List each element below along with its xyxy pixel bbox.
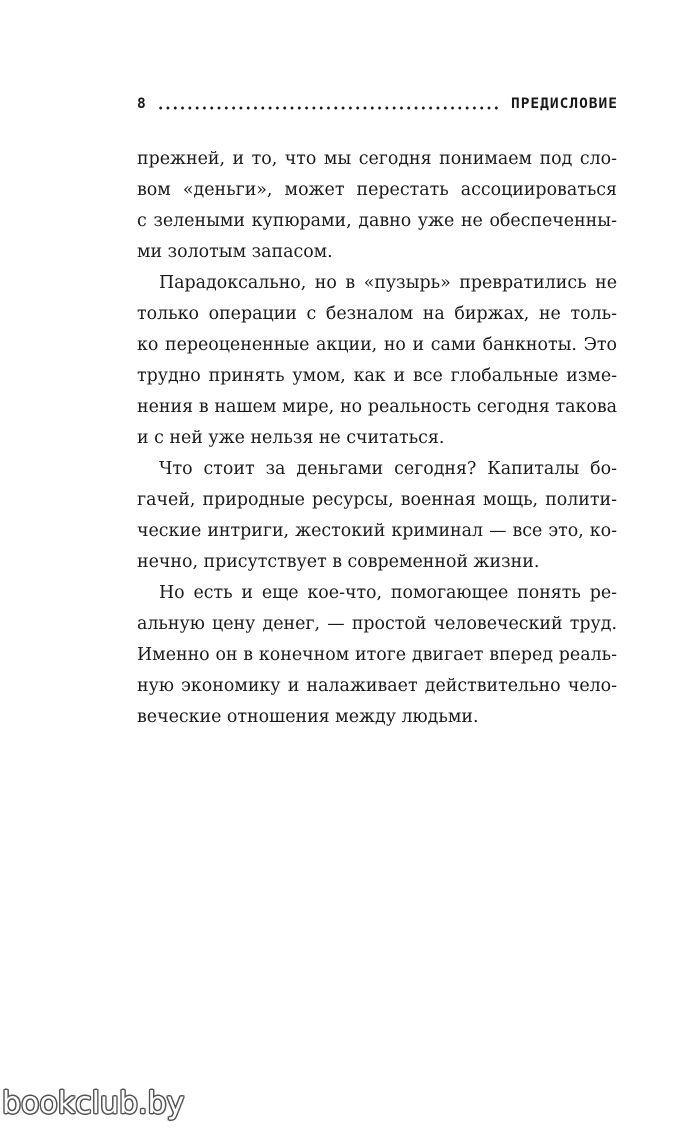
text-line: трудно принять умом, как и все глобальные изме- (137, 366, 617, 386)
section-title: ПРЕДИСЛОВИЕ (510, 96, 618, 112)
text-line: Но есть и еще кое-что, помогающее понять ре- (159, 583, 617, 603)
body-text (137, 144, 617, 733)
text-line: Что стоит за деньгами сегодня? Капиталы бо- (159, 459, 617, 479)
paragraph (137, 578, 617, 733)
text-line: веческие отношения между людьми. (137, 707, 479, 727)
text-line: с зелеными купюрами, давно уже не обеспеченны- (137, 211, 617, 231)
text-line: Парадоксально, но в «пузырь» превратились не (159, 273, 617, 293)
watermark: bookclub.by (2, 1086, 185, 1121)
dot-leader (157, 106, 501, 110)
text-line: гачей, природные ресурсы, военная мощь, полити- (137, 490, 617, 510)
running-head (137, 92, 618, 116)
text-line: только операции с безналом на биржах, не толь- (137, 304, 617, 324)
text-line: ко переоцененные акции, но и сами банкноты. Это (137, 335, 617, 355)
text-line: нечно, присутствует в современной жизни. (137, 552, 540, 572)
text-line: прежней, и то, что мы сегодня понимаем под сло- (137, 149, 617, 169)
text-line: ми золотым запасом. (137, 242, 333, 262)
text-line: вом «деньги», может перестать ассоциироваться (137, 180, 617, 200)
text-line: нения в нашем мире, но реальность сегодня такова (137, 397, 617, 417)
paragraph (137, 144, 617, 268)
paragraph (137, 454, 617, 578)
text-line: Именно он в конечном итоге двигает вперед реаль- (137, 645, 617, 665)
text-line: ческие интриги, жестокий криминал — все это, ко- (137, 521, 617, 541)
text-line: ную экономику и налаживает действительно чело- (137, 676, 617, 696)
text-line: альную цену денег, — простой человеческий труд. (137, 614, 617, 634)
text-line: и с ней уже нельзя не считаться. (137, 428, 445, 448)
page-number: 8 (137, 96, 147, 112)
paragraph (137, 268, 617, 454)
